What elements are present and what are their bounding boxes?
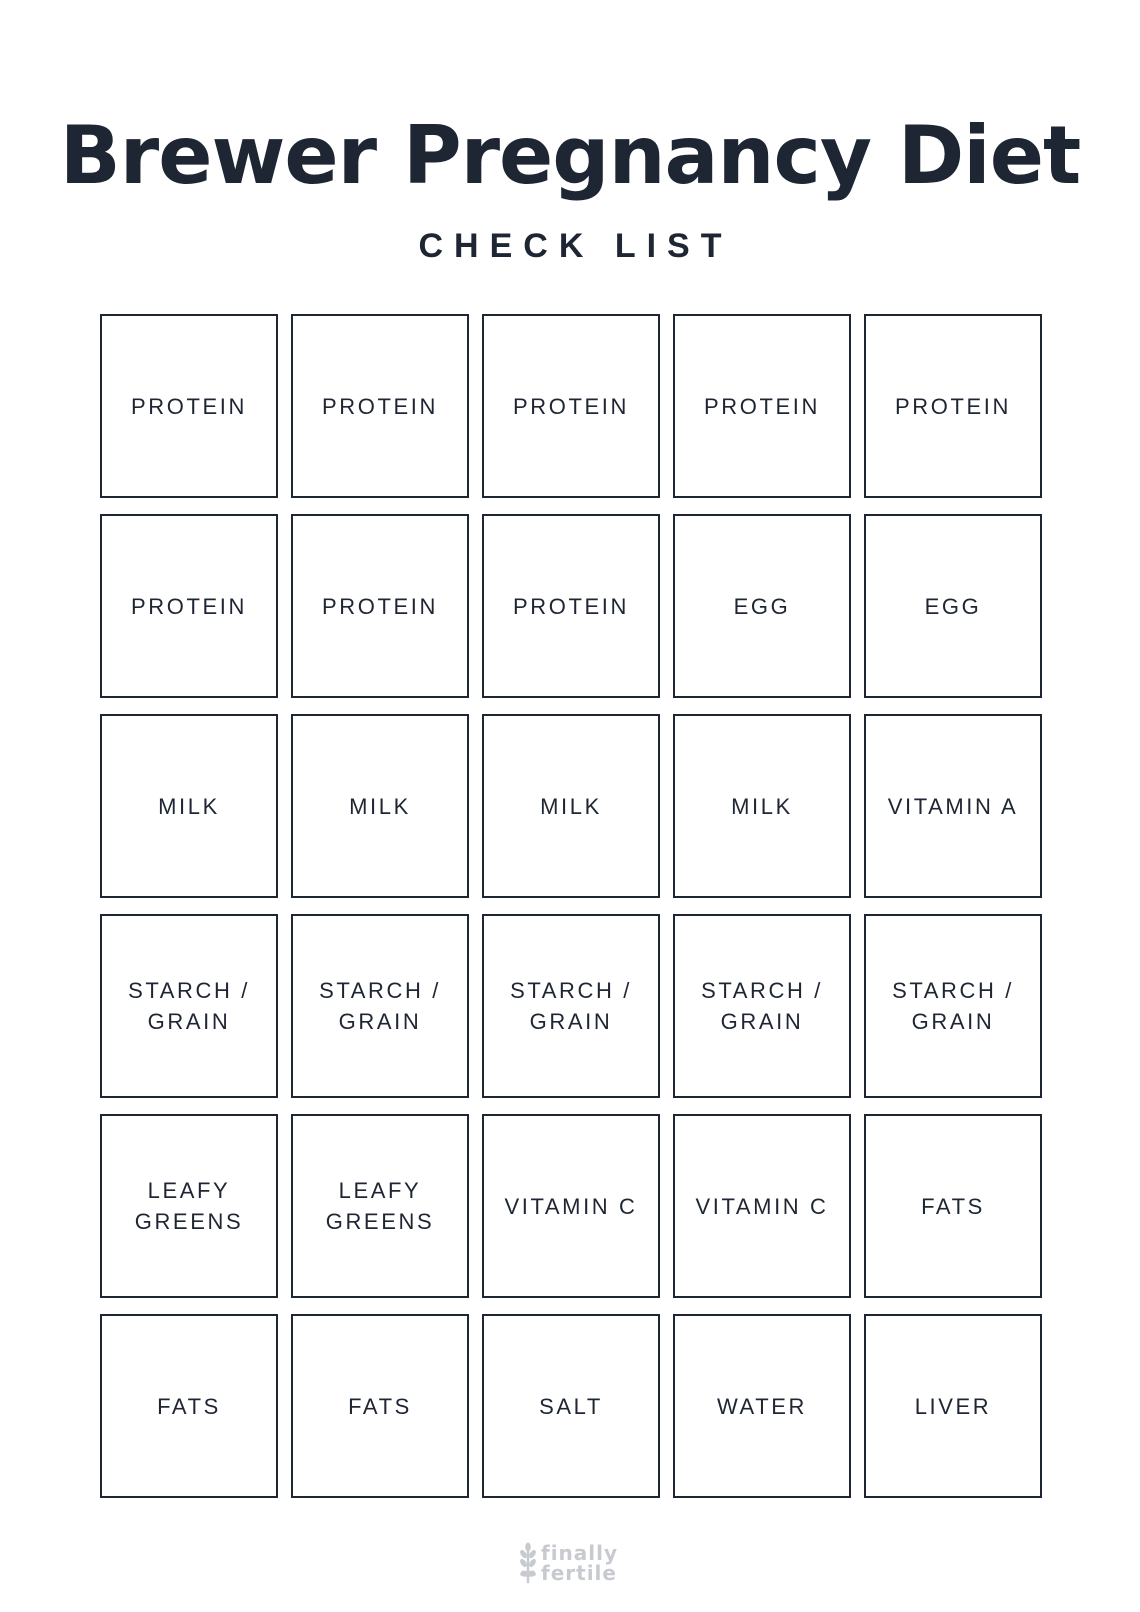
- checklist-box[interactable]: [482, 914, 660, 1098]
- checklist-box[interactable]: [291, 714, 469, 898]
- checklist-box[interactable]: [864, 714, 1042, 898]
- page-subtitle: CHECK LIST: [418, 227, 733, 265]
- checklist-box-label: PROTEIN: [704, 393, 820, 419]
- checklist-grid: [100, 314, 1040, 1498]
- checklist-box-label: STARCH / GRAIN: [128, 978, 250, 1034]
- checklist-box-label: EGG: [733, 593, 791, 619]
- checklist-box[interactable]: [673, 1114, 851, 1298]
- checklist-box[interactable]: [291, 314, 469, 498]
- checklist-box[interactable]: [673, 914, 851, 1098]
- checklist-box[interactable]: [291, 514, 469, 698]
- checklist-box[interactable]: [100, 914, 278, 1098]
- page-title: Brewer Pregnancy Diet: [59, 109, 1081, 202]
- checklist-box-label: STARCH / GRAIN: [701, 978, 823, 1034]
- checklist-box-label: EGG: [924, 593, 982, 619]
- checklist-box[interactable]: [291, 914, 469, 1098]
- checklist-box-label: PROTEIN: [322, 393, 438, 419]
- brand-logo: [518, 1540, 628, 1586]
- checklist-box[interactable]: [291, 1114, 469, 1298]
- checklist-box[interactable]: [100, 1114, 278, 1298]
- checklist-box-label: STARCH / GRAIN: [510, 978, 632, 1034]
- checklist-box[interactable]: [291, 1314, 469, 1498]
- checklist-box-label: WATER: [717, 1393, 807, 1419]
- checklist-box[interactable]: [100, 714, 278, 898]
- checklist-box-label: VITAMIN A: [887, 793, 1019, 819]
- checklist-box-label: MILK: [158, 793, 220, 819]
- checklist-box[interactable]: [864, 514, 1042, 698]
- checklist-box[interactable]: [864, 314, 1042, 498]
- checklist-box[interactable]: [100, 514, 278, 698]
- checklist-box[interactable]: [864, 1114, 1042, 1298]
- checklist-box-label: LEAFY GREENS: [134, 1178, 244, 1234]
- checklist-box-label: VITAMIN C: [504, 1193, 638, 1219]
- checklist-box-label: PROTEIN: [322, 593, 438, 619]
- checklist-box-label: MILK: [349, 793, 411, 819]
- checklist-box-label: STARCH / GRAIN: [892, 978, 1014, 1034]
- checklist-box-label: FATS: [348, 1393, 412, 1419]
- checklist-box-label: FATS: [157, 1393, 221, 1419]
- logo-line-1: finally: [541, 1541, 619, 1565]
- checklist-box[interactable]: [673, 714, 851, 898]
- checklist-box-label: FATS: [921, 1193, 985, 1219]
- logo-line-2: fertile: [541, 1561, 617, 1585]
- checklist-box-label: SALT: [539, 1393, 603, 1419]
- wheat-icon: [518, 1542, 538, 1584]
- checklist-box-label: LEAFY GREENS: [325, 1178, 435, 1234]
- checklist-box-label: MILK: [540, 793, 602, 819]
- logo-wordmark: [541, 1543, 618, 1583]
- checklist-box[interactable]: [864, 1314, 1042, 1498]
- checklist-box[interactable]: [482, 1314, 660, 1498]
- checklist-box-label: PROTEIN: [513, 593, 629, 619]
- checklist-box[interactable]: [864, 914, 1042, 1098]
- checklist-box[interactable]: [100, 314, 278, 498]
- checklist-box[interactable]: [100, 1314, 278, 1498]
- checklist-box-label: PROTEIN: [513, 393, 629, 419]
- checklist-box-label: PROTEIN: [895, 393, 1011, 419]
- checklist-box[interactable]: [673, 514, 851, 698]
- checklist-box-label: PROTEIN: [131, 393, 247, 419]
- checklist-box-label: STARCH / GRAIN: [319, 978, 441, 1034]
- checklist-box-label: VITAMIN C: [695, 1193, 829, 1219]
- checklist-box[interactable]: [482, 314, 660, 498]
- checklist-box-label: PROTEIN: [131, 593, 247, 619]
- checklist-box[interactable]: [482, 714, 660, 898]
- checklist-box[interactable]: [673, 1314, 851, 1498]
- checklist-box[interactable]: [482, 514, 660, 698]
- checklist-box[interactable]: [673, 314, 851, 498]
- checklist-box[interactable]: [482, 1114, 660, 1298]
- checklist-box-label: LIVER: [914, 1393, 992, 1419]
- checklist-box-label: MILK: [731, 793, 793, 819]
